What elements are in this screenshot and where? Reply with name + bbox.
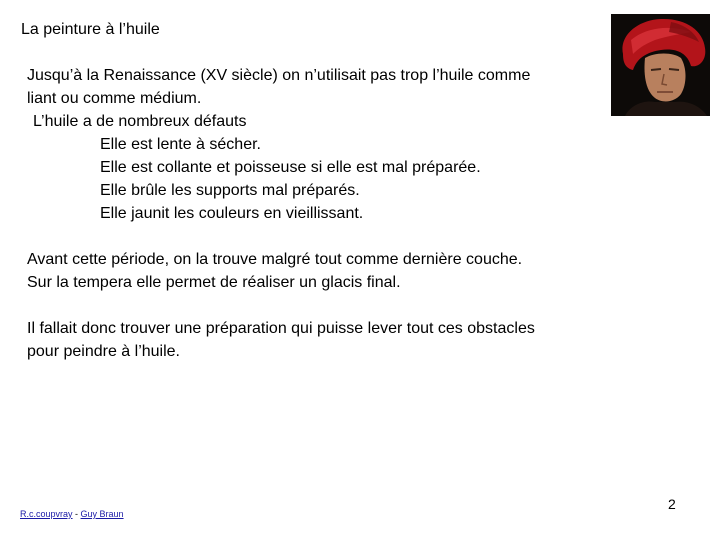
paragraph3-line-1: Il fallait donc trouver une préparation qui puisse lever tout ces obstacles [27,320,535,337]
page-number: 2 [668,496,676,512]
intro-line-1: Jusqu’à la Renaissance (XV siècle) on n’utilisait pas trop l’huile comme [27,67,531,84]
defects-heading: L’huile a de nombreux défauts [33,113,247,130]
paragraph-spacer [27,294,612,317]
portrait-painting-icon [611,14,710,116]
defect-item: Elle jaunit les couleurs en vieillissant. [100,205,364,222]
intro-line-2: liant ou comme médium. [27,90,202,107]
paragraph-spacer [27,225,612,248]
footer-credits [20,508,124,520]
paragraph2-line-2: Sur la tempera elle permet de réaliser un glacis final. [27,274,401,291]
defect-item: Elle brûle les supports mal préparés. [100,182,360,199]
portrait-image [611,14,710,116]
slide-title: La peinture à l’huile [21,21,160,38]
paragraph2-line-1: Avant cette période, on la trouve malgré tout comme dernière couche. [27,251,523,268]
slide-body [27,64,612,363]
footer-separator: - [72,509,81,519]
paragraph3-line-2: pour peindre à l’huile. [27,343,180,360]
author-link-braun[interactable]: Guy Braun [80,509,124,519]
defect-item: Elle est lente à sécher. [100,136,261,153]
defect-item: Elle est collante et poisseuse si elle est mal préparée. [100,159,481,176]
author-link-coupvray[interactable]: R.c.coupvray [20,509,73,519]
